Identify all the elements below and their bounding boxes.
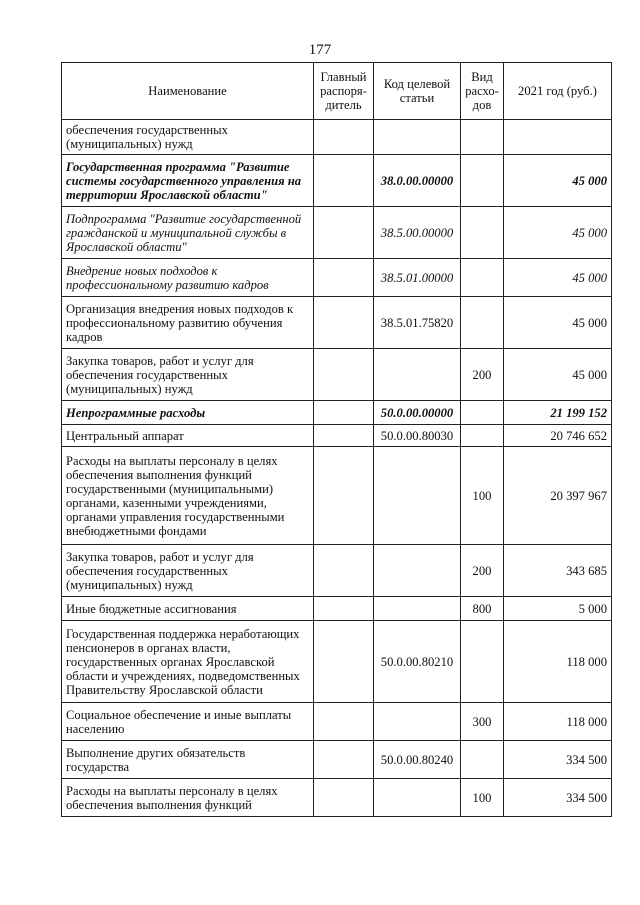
row-amount: 118 000 xyxy=(504,621,612,703)
row-kind: 200 xyxy=(461,349,504,401)
row-amount: 45 000 xyxy=(504,155,612,207)
row-kind: 300 xyxy=(461,703,504,741)
row-code: 38.5.00.00000 xyxy=(374,207,461,259)
row-code xyxy=(374,703,461,741)
header-code: Код целевой статьи xyxy=(374,63,461,120)
row-admin xyxy=(314,779,374,817)
table-row xyxy=(62,447,612,545)
header-name: Наименование xyxy=(62,63,314,120)
row-amount: 118 000 xyxy=(504,703,612,741)
row-kind xyxy=(461,155,504,207)
row-admin xyxy=(314,703,374,741)
row-amount: 343 685 xyxy=(504,545,612,597)
row-name: Расходы на выплаты персоналу в целях обеспечения выполнения функций xyxy=(62,779,314,817)
row-code: 50.0.00.80210 xyxy=(374,621,461,703)
row-name: Социальное обеспечение и иные выплаты населению xyxy=(62,703,314,741)
row-code xyxy=(374,597,461,621)
row-amount: 45 000 xyxy=(504,349,612,401)
table-row xyxy=(62,597,612,621)
row-name: Государственная поддержка неработающих пенсионеров в органах власти, государственных органах Ярославской области и учреждениях, подведомственных Правительству Ярославской области xyxy=(62,621,314,703)
row-admin xyxy=(314,207,374,259)
row-code: 38.0.00.00000 xyxy=(374,155,461,207)
row-kind: 100 xyxy=(461,779,504,817)
table-row xyxy=(62,349,612,401)
row-kind xyxy=(461,297,504,349)
row-code xyxy=(374,447,461,545)
table-row xyxy=(62,259,612,297)
table-row xyxy=(62,401,612,425)
row-amount: 45 000 xyxy=(504,207,612,259)
row-admin xyxy=(314,349,374,401)
row-kind: 100 xyxy=(461,447,504,545)
row-code xyxy=(374,349,461,401)
row-kind xyxy=(461,207,504,259)
table-row xyxy=(62,779,612,817)
row-admin xyxy=(314,741,374,779)
table-row xyxy=(62,425,612,447)
header-amount: 2021 год (руб.) xyxy=(504,63,612,120)
row-amount: 21 199 152 xyxy=(504,401,612,425)
row-name: обеспечения государственных (муниципальных) нужд xyxy=(62,120,314,155)
table-row xyxy=(62,703,612,741)
row-admin xyxy=(314,120,374,155)
row-code: 38.5.01.00000 xyxy=(374,259,461,297)
row-kind xyxy=(461,120,504,155)
table-row xyxy=(62,297,612,349)
table-row xyxy=(62,621,612,703)
row-code: 38.5.01.75820 xyxy=(374,297,461,349)
row-name: Закупка товаров, работ и услуг для обеспечения государственных (муниципальных) нужд xyxy=(62,545,314,597)
row-name: Расходы на выплаты персоналу в целях обеспечения выполнения функций государственными (муниципальными) органами, казенными учреждениями, органами управления государственными внебюджетными фондами xyxy=(62,447,314,545)
row-name: Подпрограмма "Развитие государственной гражданской и муниципальной службы в Ярославской области" xyxy=(62,207,314,259)
row-kind xyxy=(461,741,504,779)
table-row xyxy=(62,207,612,259)
row-amount: 20 397 967 xyxy=(504,447,612,545)
row-admin xyxy=(314,621,374,703)
table-row xyxy=(62,741,612,779)
row-code xyxy=(374,779,461,817)
row-name: Непрограммные расходы xyxy=(62,401,314,425)
row-amount: 5 000 xyxy=(504,597,612,621)
row-name: Организация внедрения новых подходов к профессиональному развитию обучения кадров xyxy=(62,297,314,349)
row-name: Центральный аппарат xyxy=(62,425,314,447)
row-code: 50.0.00.80030 xyxy=(374,425,461,447)
row-code: 50.0.00.80240 xyxy=(374,741,461,779)
row-admin xyxy=(314,597,374,621)
row-name: Государственная программа "Развитие системы государственного управления на территории Ярославской области" xyxy=(62,155,314,207)
row-amount: 334 500 xyxy=(504,741,612,779)
row-code xyxy=(374,120,461,155)
row-kind xyxy=(461,259,504,297)
row-name: Иные бюджетные ассигнования xyxy=(62,597,314,621)
row-kind: 800 xyxy=(461,597,504,621)
row-admin xyxy=(314,401,374,425)
row-admin xyxy=(314,155,374,207)
row-admin xyxy=(314,425,374,447)
row-amount: 20 746 652 xyxy=(504,425,612,447)
row-name: Закупка товаров, работ и услуг для обеспечения государственных (муниципальных) нужд xyxy=(62,349,314,401)
row-admin xyxy=(314,447,374,545)
row-name: Выполнение других обязательств государства xyxy=(62,741,314,779)
row-kind xyxy=(461,425,504,447)
row-amount: 45 000 xyxy=(504,297,612,349)
budget-table xyxy=(61,62,612,817)
row-kind: 200 xyxy=(461,545,504,597)
table-row xyxy=(62,155,612,207)
row-kind xyxy=(461,401,504,425)
table-header-row xyxy=(62,63,612,120)
row-admin xyxy=(314,297,374,349)
row-kind xyxy=(461,621,504,703)
row-amount xyxy=(504,120,612,155)
row-code xyxy=(374,545,461,597)
header-admin: Главный распоря-дитель xyxy=(314,63,374,120)
row-admin xyxy=(314,259,374,297)
table-row xyxy=(62,120,612,155)
row-admin xyxy=(314,545,374,597)
header-kind: Вид расхо-дов xyxy=(461,63,504,120)
page-number: 177 xyxy=(308,42,332,58)
row-code: 50.0.00.00000 xyxy=(374,401,461,425)
table-row xyxy=(62,545,612,597)
row-name: Внедрение новых подходов к профессиональному развитию кадров xyxy=(62,259,314,297)
row-amount: 334 500 xyxy=(504,779,612,817)
row-amount: 45 000 xyxy=(504,259,612,297)
